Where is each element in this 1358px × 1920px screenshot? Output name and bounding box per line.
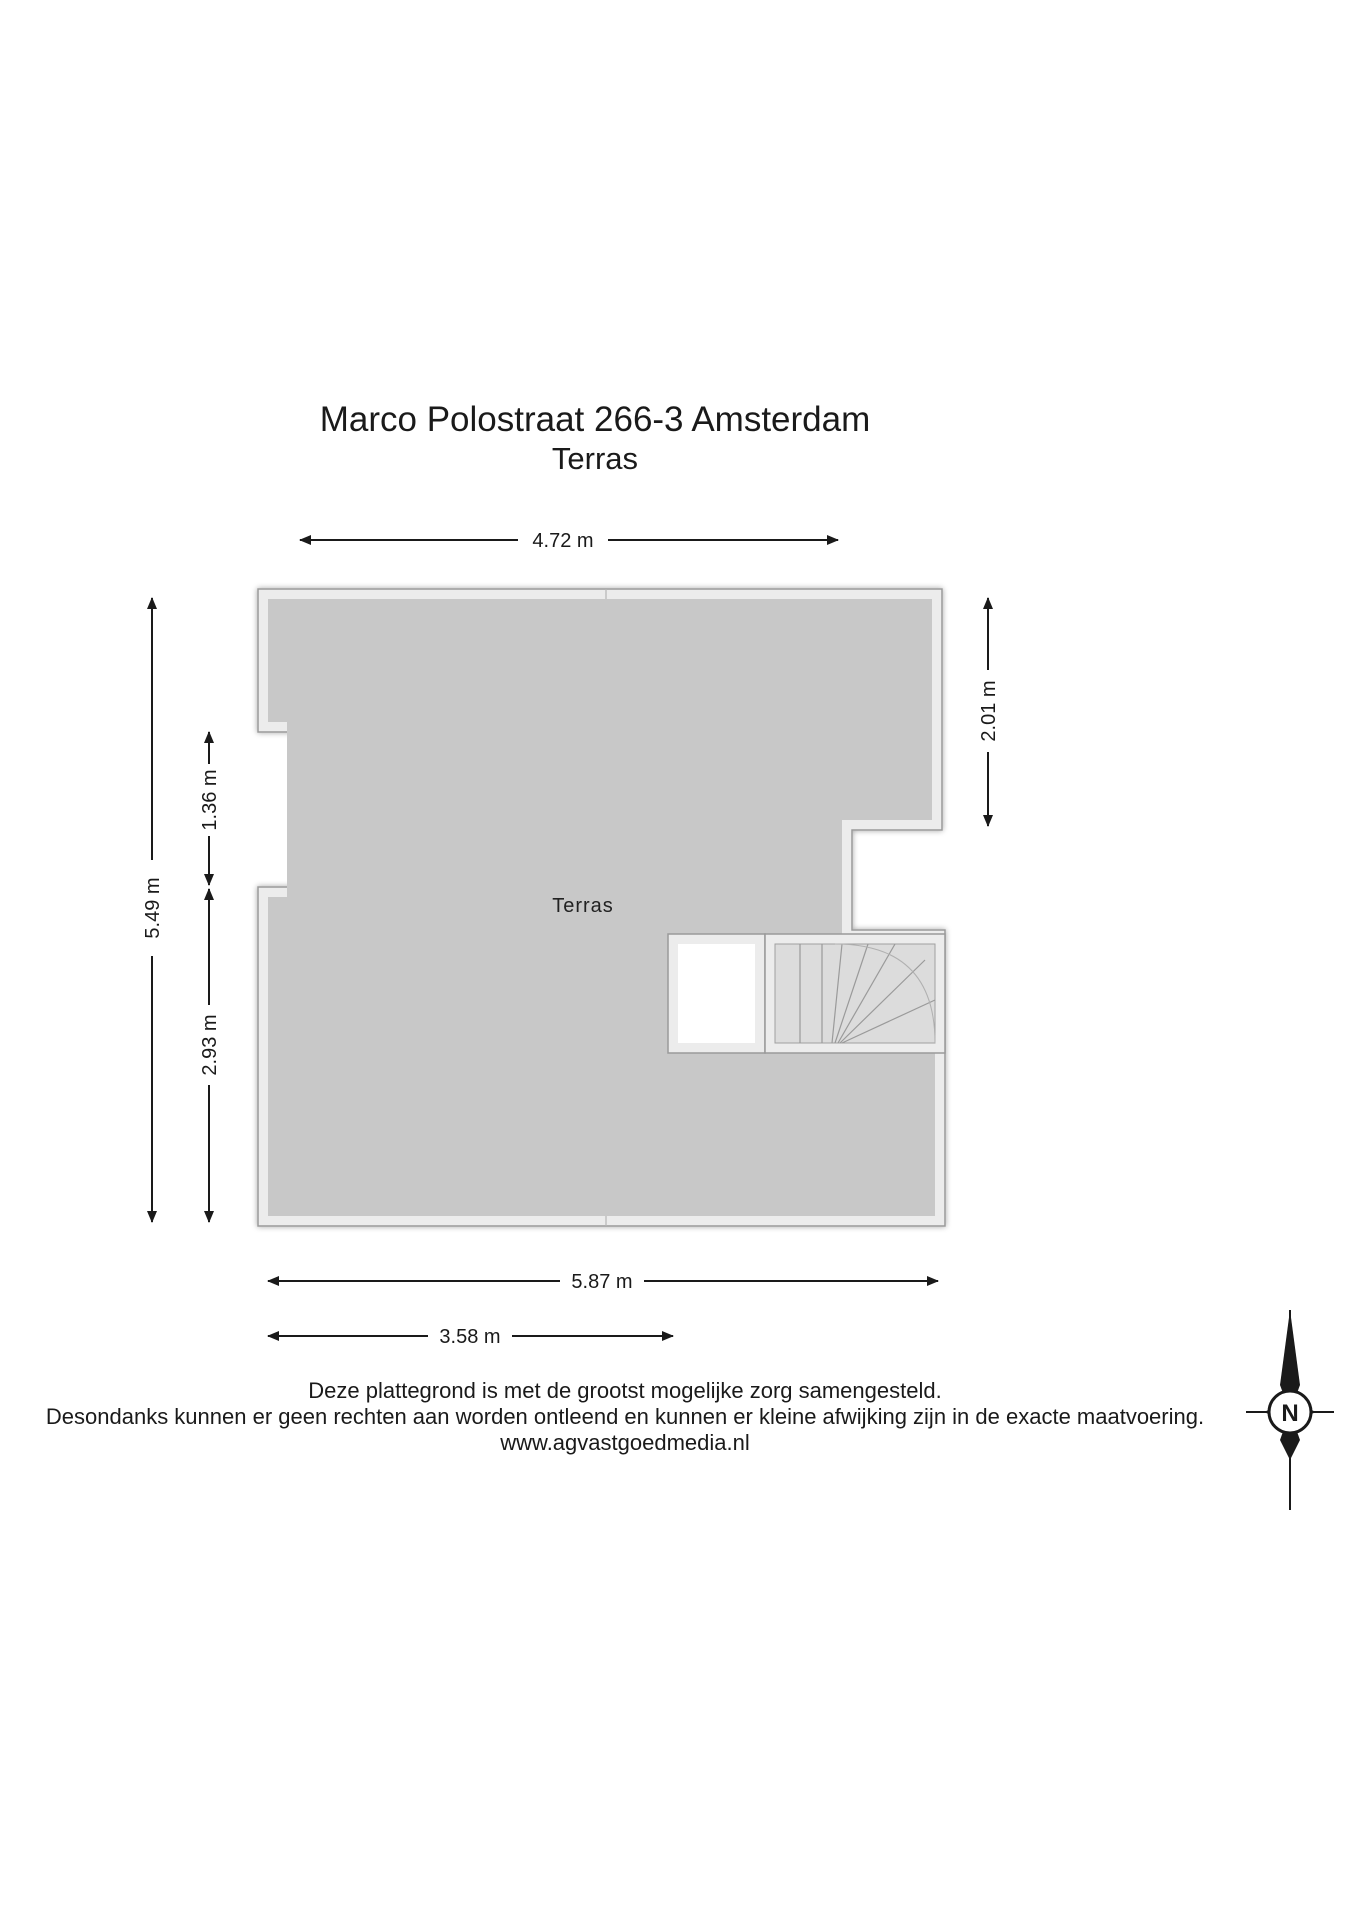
room-label: Terras — [552, 895, 614, 917]
staircase — [765, 934, 945, 1053]
dimension-left-lower — [199, 889, 221, 1222]
svg-text:1.36 m: 1.36 m — [199, 769, 221, 831]
dimension-bottom-width — [268, 1271, 938, 1293]
plan-floor-name: Terras — [551, 441, 639, 476]
disclaimer-line-1: Deze plattegrond is met de grootst mogelijke zorg samengesteld. — [308, 1378, 942, 1403]
dimension-left-upper — [199, 732, 221, 885]
dimension-right-upper — [978, 598, 1000, 826]
north-letter: N — [1281, 1400, 1299, 1427]
terrace-room — [258, 589, 945, 1226]
dimension-top-width — [300, 530, 838, 552]
dimension-left-height — [142, 598, 164, 1222]
svg-text:3.58 m: 3.58 m — [439, 1326, 501, 1348]
north-arrow-icon — [1246, 1310, 1334, 1510]
svg-text:2.01 m: 2.01 m — [978, 680, 1000, 742]
plan-title: Marco Polostraat 266-3 Amsterdam — [319, 400, 871, 439]
svg-text:2.93 m: 2.93 m — [199, 1014, 221, 1076]
dimension-bottom-partial — [268, 1326, 673, 1348]
roof-opening-void — [678, 944, 755, 1043]
disclaimer-line-2: Desondanks kunnen er geen rechten aan worden ontleend en kunnen er kleine afwijking zijn in de exacte maatvoering. — [45, 1404, 1205, 1429]
website-link[interactable]: www.agvastgoedmedia.nl — [500, 1430, 750, 1455]
svg-text:5.49 m: 5.49 m — [142, 877, 164, 939]
svg-text:4.72 m: 4.72 m — [532, 530, 594, 552]
svg-text:5.87 m: 5.87 m — [571, 1271, 633, 1293]
